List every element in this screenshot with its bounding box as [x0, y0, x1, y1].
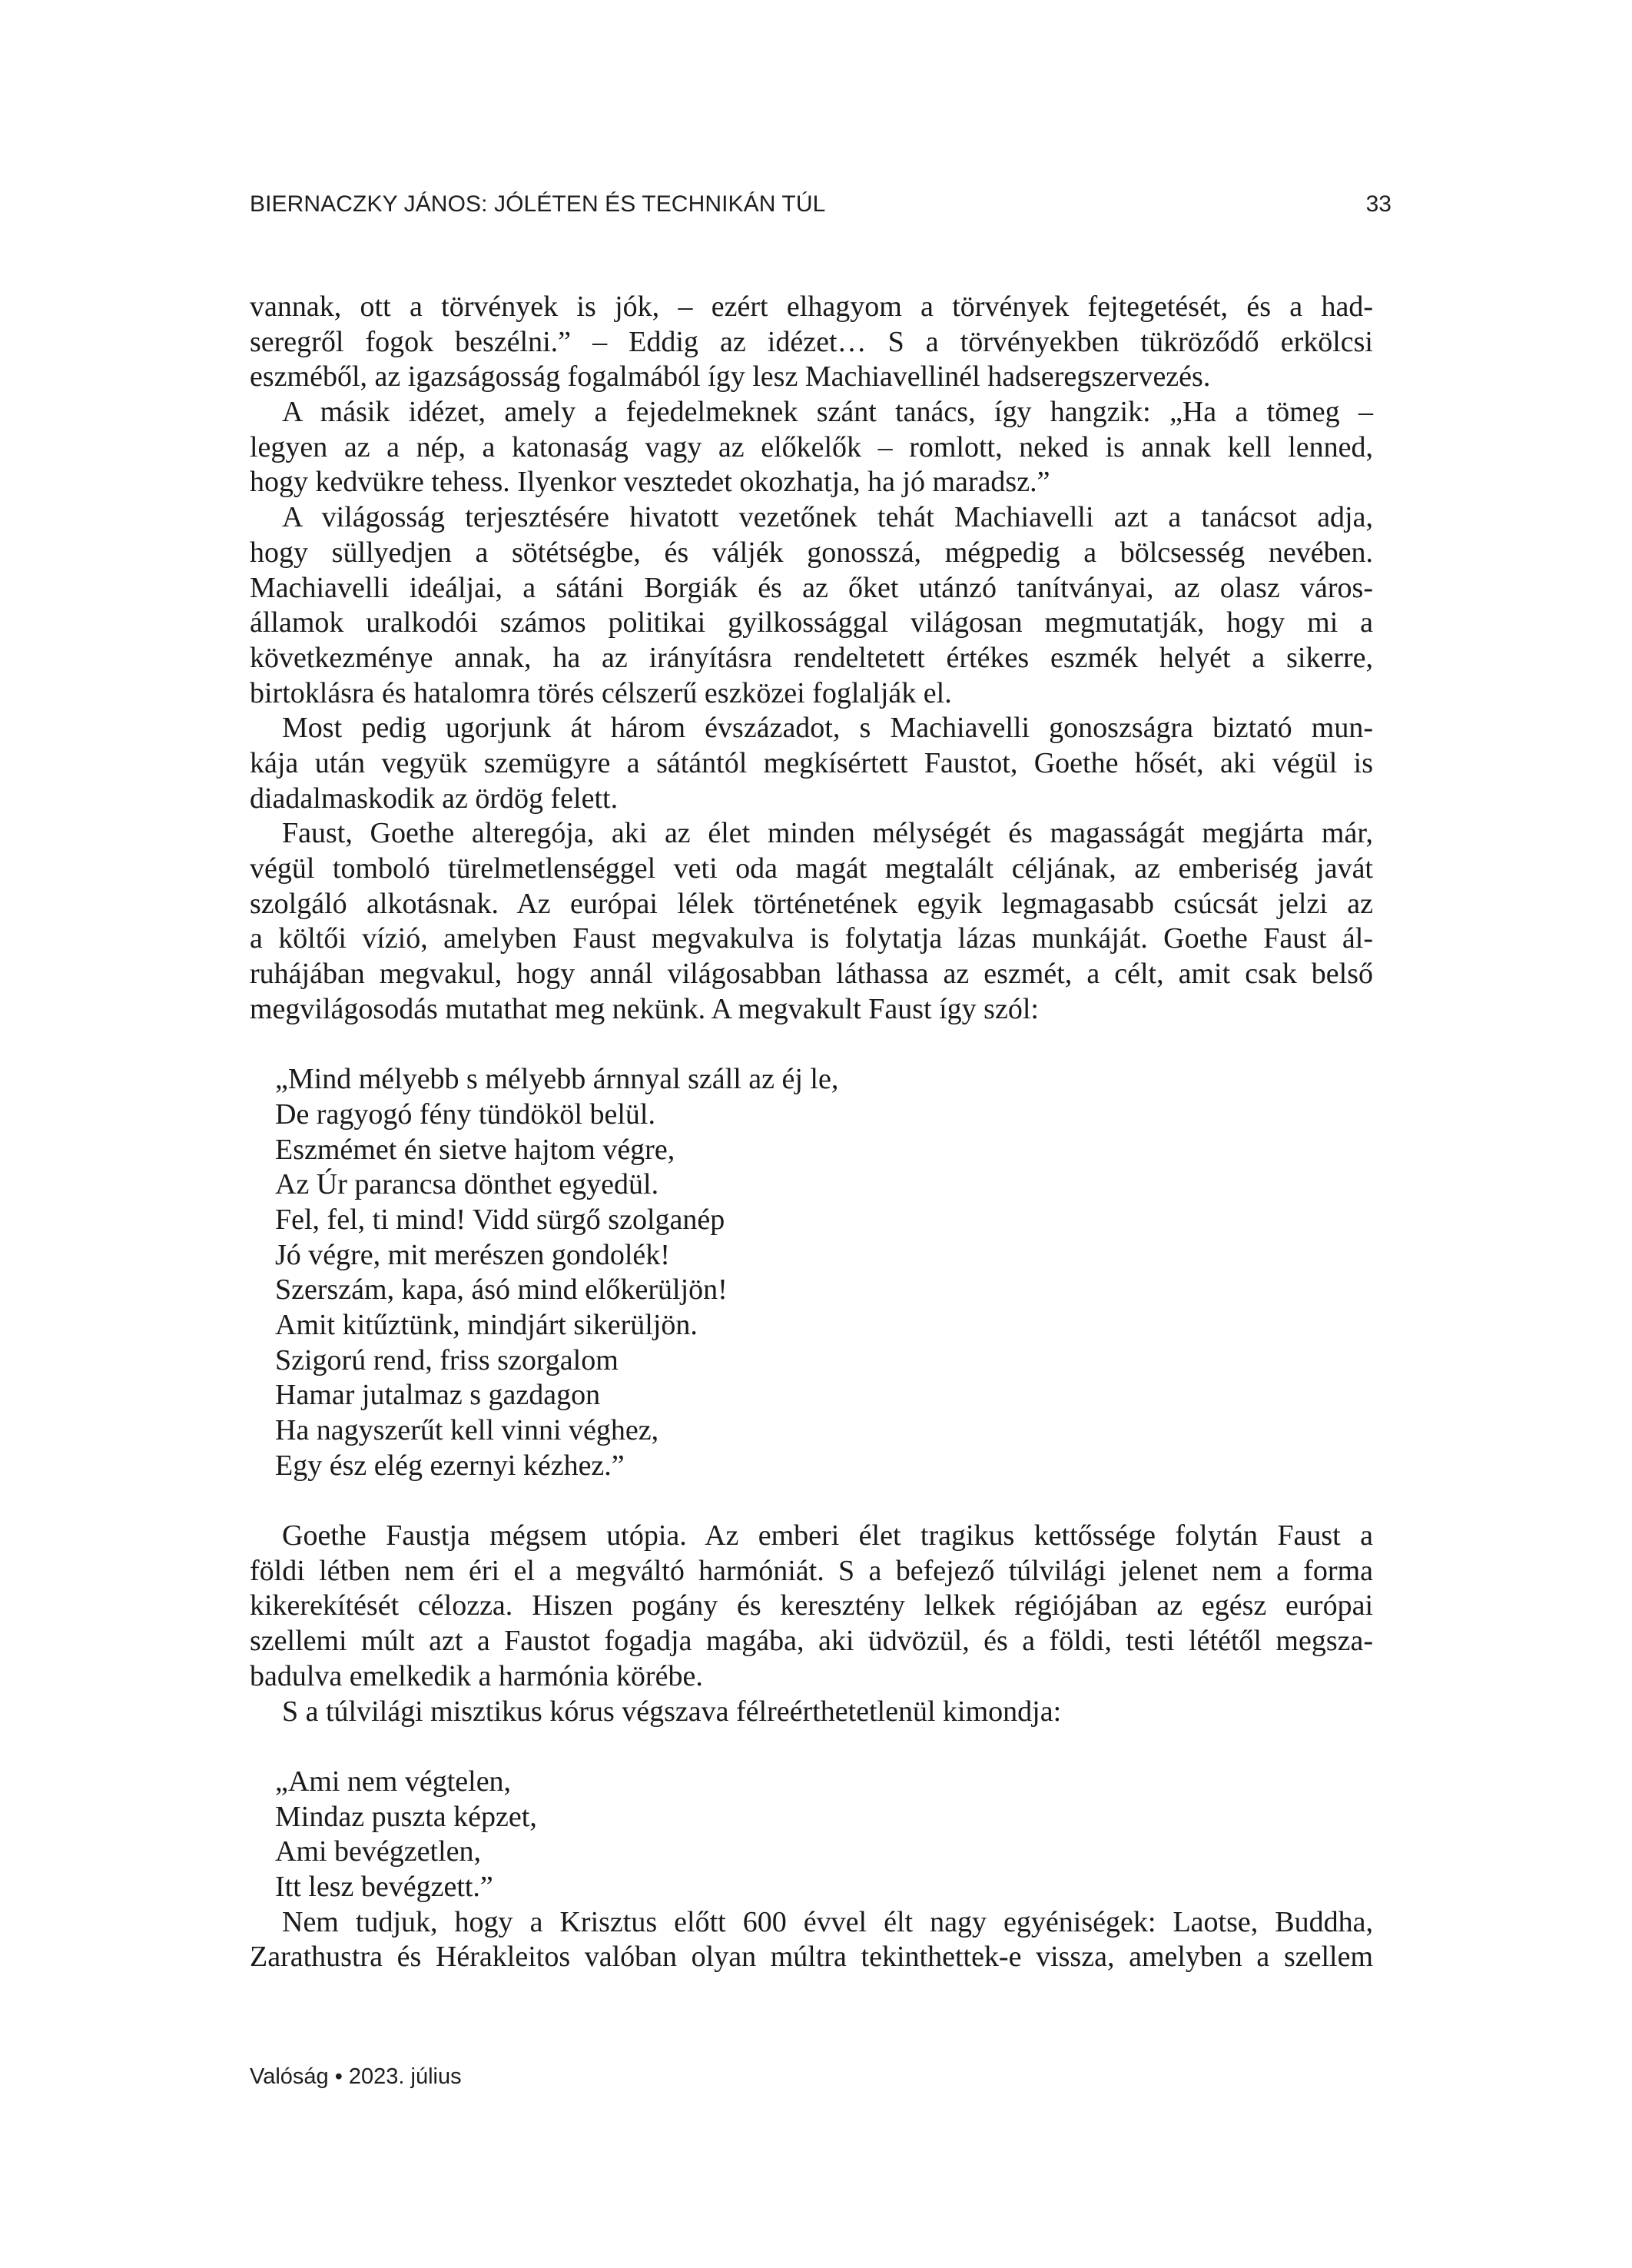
verse-line: Jó végre, mit merészen gondolék!: [275, 1238, 670, 1271]
text-line: ruhájában megvakul, hogy annál világosabban láthassa az eszmét, a célt, amit csak belső: [250, 958, 1373, 991]
verse-line: Mindaz puszta képzet,: [275, 1800, 537, 1833]
text-line: Zarathustra és Hérakleitos valóban olyan múltra tekinthettek-e vissza, amelyben a szellem: [250, 1941, 1373, 1974]
text-line: birtoklásra és hatalomra törés célszerű eszközei foglalják el.: [250, 676, 952, 709]
text-line: vannak, ott a törvények is jók, – ezért elhagyom a törvények fejtegetését, és a had-: [250, 291, 1373, 323]
verse-quote: [250, 1062, 1373, 1483]
text-line: végül tomboló türelmetlenséggel veti oda magát megtalált céljának, az emberiség javát: [250, 852, 1373, 885]
verse-line: Egy ész elég ezernyi kézhez.”: [275, 1449, 625, 1482]
text-line: szolgáló alkotásnak. Az európai lélek történetének egyik legmagasabb csúcsát jelzi az: [250, 887, 1373, 920]
verse-quote: [250, 1765, 1373, 1905]
text-line: A világosság terjesztésére hivatott vezetőnek tehát Machiavelli azt a tanácsot adja,: [282, 501, 1373, 534]
text-line: államok uralkodói számos politikai gyilkossággal világosan megmutatják, hogy mi a: [250, 606, 1373, 639]
text-line: földi létben nem éri el a megváltó harmóniát. S a befejező túlvilági jelenet nem a forma: [250, 1554, 1373, 1587]
page-footer: [250, 2063, 462, 2090]
text-line: Nem tudjuk, hogy a Krisztus előtt 600 évvel élt nagy egyéniségek: Laotse, Buddha,: [282, 1905, 1373, 1938]
text-line: legyen az a nép, a katonaság vagy az előkelők – romlott, neked is annak kell lenned,: [250, 430, 1373, 463]
paragraph: [250, 395, 1373, 500]
running-header: [250, 189, 1392, 220]
verse-line: Ami bevégzetlen,: [275, 1835, 482, 1868]
paragraph: [250, 290, 1373, 395]
verse-line: Szigorú rend, friss szorgalom: [275, 1343, 619, 1376]
verse-line: De ragyogó fény tündököl belül.: [275, 1097, 655, 1131]
text-line: következménye annak, ha az irányításra rendeltetett értékes eszmék helyét a sikerre,: [250, 641, 1373, 674]
text-line: Most pedig ugorjunk át három évszázadot, s Machiavelli gonoszságra biztató mun-: [282, 712, 1373, 745]
text-line: diadalmaskodik az ördög felett.: [250, 782, 619, 815]
text-line: Goethe Faustja mégsem utópia. Az emberi élet tragikus kettőssége folytán Faust a: [282, 1519, 1373, 1552]
publication-info: Valóság • 2023. július: [250, 2064, 462, 2089]
page-number: 33: [1365, 191, 1392, 217]
verse-line: „Ami nem végtelen,: [275, 1765, 512, 1798]
running-title: BIERNACZKY JÁNOS: JÓLÉTEN ÉS TECHNIKÁN TÚL: [250, 191, 826, 217]
paragraph: [250, 500, 1373, 711]
verse-line: Eszmémet én sietve hajtom végre,: [275, 1133, 675, 1166]
verse-line: Itt lesz bevégzett.”: [275, 1870, 493, 1903]
text-line: megvilágosodás mutathat meg nekünk. A megvakult Faust így szól:: [250, 992, 1039, 1025]
verse-line: Fel, fel, ti mind! Vidd sürgő szolganép: [275, 1203, 725, 1236]
text-line: Machiavelli ideáljai, a sátáni Borgiák és az őket utánzó tanítványai, az olasz város-: [250, 571, 1373, 604]
paragraph: [250, 711, 1373, 816]
text-line: szellemi múlt azt a Faustot fogadja magába, aki üdvözül, és a földi, testi lététől megsza-: [250, 1625, 1373, 1658]
text-line: kikerekítését célozza. Hiszen pogány és keresztény lelkek régiójában az egész európai: [250, 1589, 1373, 1622]
verse-line: Amit kitűztünk, mindjárt sikerüljön.: [275, 1308, 698, 1341]
text-line: kája után vegyük szemügyre a sátántól megkísértett Faustot, Goethe hősét, aki végül is: [250, 746, 1373, 779]
verse-line: Az Úr parancsa dönthet egyedül.: [275, 1168, 659, 1201]
text-line: eszméből, az igazságosság fogalmából így lesz Machiavellinél hadseregszervezés.: [250, 360, 1211, 393]
text-line: a költői vízió, amelyben Faust megvakulva is folytatja lázas munkáját. Goethe Faust ál-: [250, 922, 1373, 955]
article-body: [250, 290, 1373, 1975]
verse-line: Hamar jutalmaz s gazdagon: [275, 1379, 601, 1412]
text-line: Faust, Goethe alteregója, aki az élet minden mélységét és magasságát megjárta már,: [282, 817, 1373, 850]
text-line: A másik idézet, amely a fejedelmeknek szánt tanács, így hangzik: „Ha a tömeg –: [282, 396, 1373, 429]
text-line: hogy süllyedjen a sötétségbe, és váljék gonosszá, mégpedig a bölcsesség nevében.: [250, 536, 1373, 569]
spacer: [250, 1483, 1373, 1519]
text-line: hogy kedvükre tehess. Ilyenkor vesztedet okozhatja, ha jó maradsz.”: [250, 466, 1050, 499]
paragraph: [250, 816, 1373, 1027]
spacer: [250, 1027, 1373, 1062]
paragraph: [250, 1695, 1373, 1730]
verse-line: Ha nagyszerűt kell vinni véghez,: [275, 1414, 659, 1446]
paragraph: [250, 1905, 1373, 1975]
text-line: seregről fogok beszélni.” – Eddig az idézet… S a törvényekben tükröződő erkölcsi: [250, 325, 1373, 358]
verse-line: „Mind mélyebb s mélyebb árnnyal száll az éj le,: [275, 1063, 839, 1096]
text-line: badulva emelkedik a harmónia körébe.: [250, 1659, 703, 1692]
text-line: S a túlvilági misztikus kórus végszava félreérthetetlenül kimondja:: [282, 1695, 1062, 1728]
spacer: [250, 1729, 1373, 1765]
paragraph: [250, 1519, 1373, 1694]
verse-line: Szerszám, kapa, ásó mind előkerüljön!: [275, 1273, 728, 1307]
